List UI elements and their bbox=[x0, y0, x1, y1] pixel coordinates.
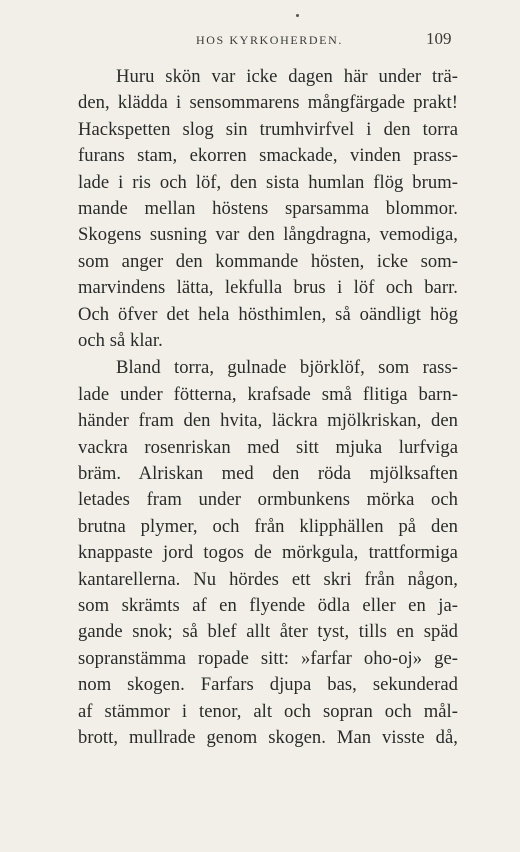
text-line: vackra rosenriskan med sitt mjuka lurfviga bbox=[78, 436, 458, 458]
text-line: Skogens susning var den långdragna, vemodiga, bbox=[78, 224, 458, 246]
page-number: 109 bbox=[426, 29, 452, 48]
text-line: knappaste jord togos de mörkgula, trattformiga bbox=[78, 542, 458, 564]
text-line: mande mellan höstens sparsamma blommor. bbox=[78, 198, 458, 219]
text-line: furans stam, ekorren smackade, vinden prass- bbox=[78, 145, 458, 167]
text-line: lade i ris och löf, den sista humlan flög brum- bbox=[78, 171, 458, 193]
text-line: gande snok; så blef allt åter tyst, tills en späd bbox=[78, 621, 458, 643]
text-line: händer fram den hvita, läckra mjölkriskan, den bbox=[78, 410, 458, 432]
text-line: Hackspetten slog sin trumhvirfvel i den torra bbox=[78, 118, 458, 140]
text-line: som skrämts af en flyende ödla eller en ja- bbox=[78, 595, 458, 616]
text-line: Och öfver det hela hösthimlen, så oändligt hög bbox=[78, 303, 458, 325]
text-line: sopranstämma ropade sitt: »farfar oho-oj» ge- bbox=[78, 647, 458, 669]
text-line: marvindens lätta, lekfulla brus i löf och barr. bbox=[78, 277, 458, 299]
running-head: HOS KYRKOHERDEN. bbox=[196, 33, 343, 47]
text-line: bräm. Alriskan med den röda mjölksaften bbox=[78, 463, 458, 484]
text-line: den, klädda i sensommarens mångfärgade prakt! bbox=[78, 92, 458, 114]
text-line: och så klar. bbox=[78, 330, 163, 351]
text-line: af stämmor i tenor, alt och sopran och mål- bbox=[78, 700, 458, 722]
text-line: lade under fötterna, krafsade små flitiga barn- bbox=[78, 383, 458, 405]
text-line: nom skogen. Farfars djupa bas, sekunderad bbox=[78, 674, 458, 696]
text-line: brutna plymer, och från klipphällen på den bbox=[78, 515, 458, 537]
text-line: Bland torra, gulnade björklöf, som rass- bbox=[116, 357, 458, 379]
ink-speck bbox=[296, 14, 299, 17]
text-line: som anger den kommande hösten, icke som- bbox=[78, 250, 458, 272]
text-line: kantarellerna. Nu hördes ett skri från någon, bbox=[78, 568, 458, 590]
text-line: Huru skön var icke dagen här under trä- bbox=[116, 66, 458, 87]
text-line: letades fram under ormbunkens mörka och bbox=[78, 489, 458, 511]
text-line: brott, mullrade genom skogen. Man visste då, bbox=[78, 727, 458, 748]
